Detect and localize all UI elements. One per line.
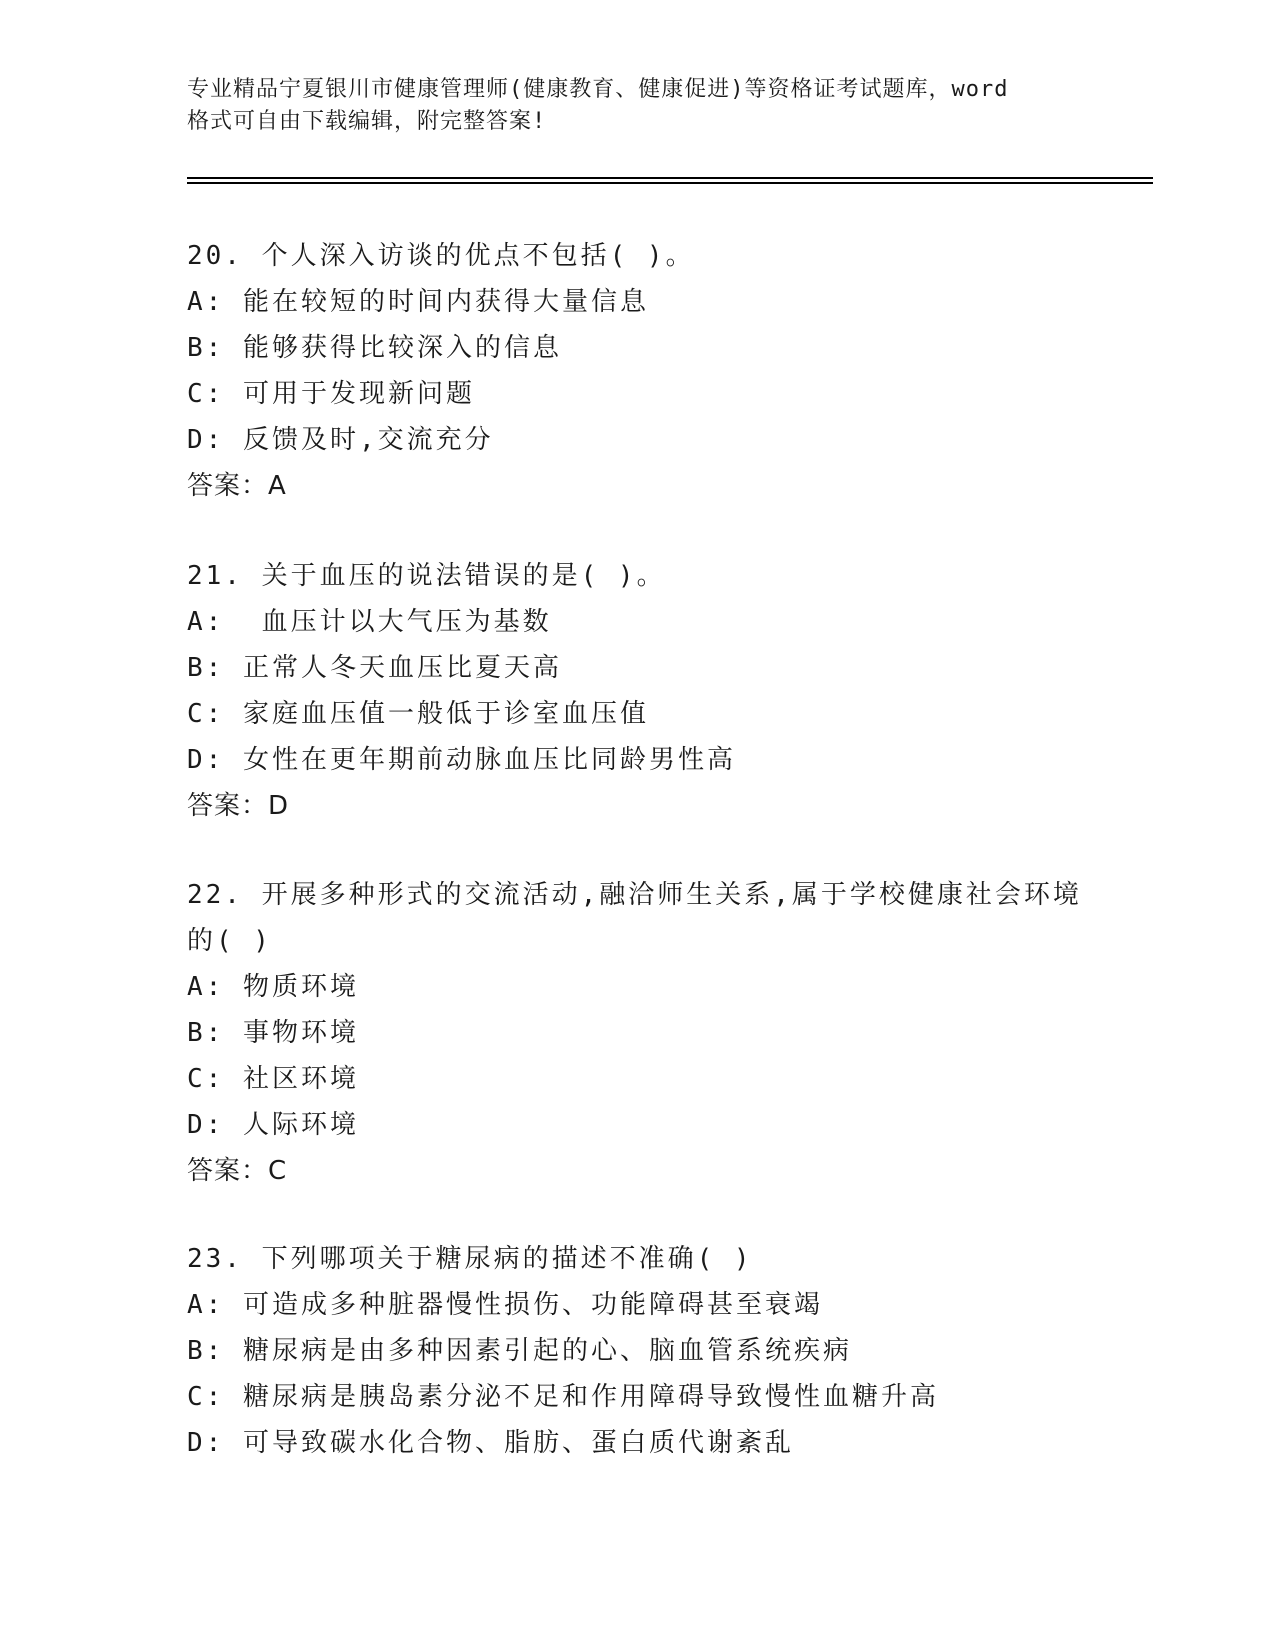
question-stem: 23. 下列哪项关于糖尿病的描述不准确( ) [187,1244,753,1274]
option-b: B: 正常人冬天血压比夏天高 [187,653,562,683]
question-23 [187,1236,1087,1466]
option-d: D: 反馈及时,交流充分 [187,425,494,455]
option-c: C: 家庭血压值一般低于诊室血压值 [187,699,649,729]
option-c: C: 可用于发现新问题 [187,379,475,409]
option-b: B: 能够获得比较深入的信息 [187,333,562,363]
question-stem: 20. 个人深入访谈的优点不包括( )。 [187,241,695,271]
option-c: C: 糖尿病是胰岛素分泌不足和作用障碍导致慢性血糖升高 [187,1382,939,1412]
option-d: D: 可导致碳水化合物、脂肪、蛋白质代谢紊乱 [187,1428,794,1458]
option-b: B: 事物环境 [187,1018,359,1048]
option-c: C: 社区环境 [187,1064,359,1094]
option-b: B: 糖尿病是由多种因素引起的心、脑血管系统疾病 [187,1336,852,1366]
answer: 答案：C [187,1156,288,1186]
option-d: D: 人际环境 [187,1110,359,1140]
document-header [187,74,1067,138]
question-22 [187,872,1087,1194]
answer: 答案：D [187,791,290,821]
question-stem: 21. 关于血压的说法错误的是( )。 [187,561,666,591]
header-line-2: 格式可自由下载编辑，附完整答案! [187,109,547,134]
option-d: D: 女性在更年期前动脉血压比同龄男性高 [187,745,736,775]
option-a: A: 可造成多种脏器慢性损伤、功能障碍甚至衰竭 [187,1290,823,1320]
question-20 [187,233,1087,509]
question-stem: 22. 开展多种形式的交流活动,融洽师生关系,属于学校健康社会环境的( ) [187,880,1082,956]
header-line-1: 专业精品宁夏银川市健康管理师(健康教育、健康促进)等资格证考试题库，word [187,77,1009,102]
header-divider-top [187,177,1153,179]
header-divider-bottom [187,182,1153,184]
option-a: A: 血压计以大气压为基数 [187,607,552,637]
question-21 [187,553,1087,829]
option-a: A: 能在较短的时间内获得大量信息 [187,287,649,317]
option-a: A: 物质环境 [187,972,359,1002]
answer: 答案：A [187,471,287,501]
